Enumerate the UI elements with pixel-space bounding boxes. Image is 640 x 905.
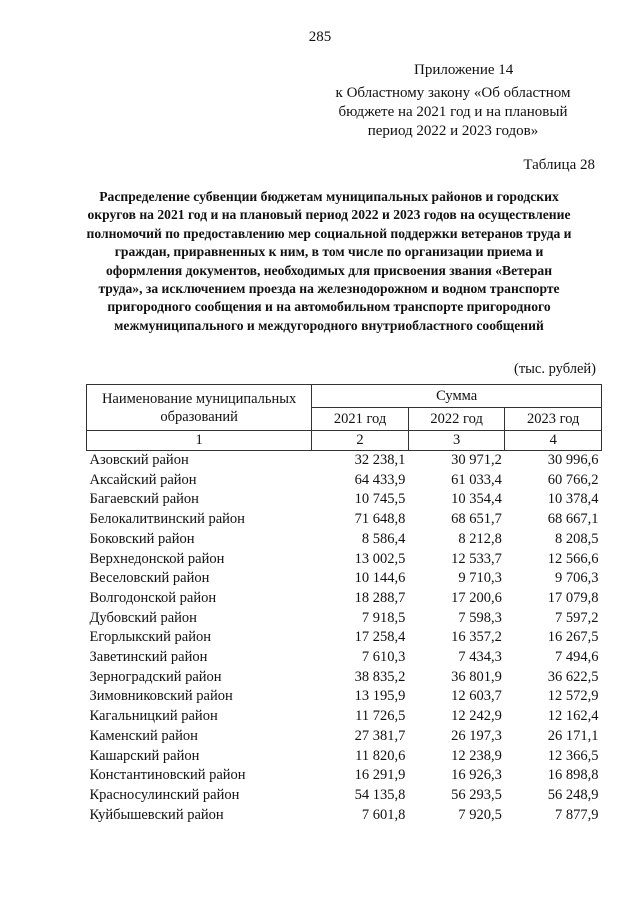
- row-value-2022: 12 242,9: [451, 708, 502, 725]
- row-value-2022: 17 200,6: [451, 589, 502, 606]
- row-name: Егорлыкский район: [89, 629, 211, 646]
- table-row: [87, 727, 602, 747]
- row-value-2023: 16 267,5: [547, 629, 599, 646]
- row-value-2021: 17 258,4: [354, 629, 406, 646]
- row-value-2023: 16 898,8: [547, 767, 599, 784]
- col-header-name: Наименование муниципальных образований: [87, 385, 312, 431]
- table-row: [87, 668, 602, 688]
- row-value-2022: 16 926,3: [451, 767, 502, 784]
- row-value-2022: 16 357,2: [451, 629, 502, 646]
- row-value-2022: 26 197,3: [451, 727, 502, 744]
- row-name: Зимовниковский район: [89, 688, 233, 705]
- row-value-2022: 12 603,7: [451, 688, 502, 705]
- table-row: [87, 609, 602, 629]
- row-name: Кашарский район: [89, 747, 200, 764]
- row-value-2023: 30 996,6: [547, 452, 599, 468]
- row-value-2023: 7 494,6: [555, 649, 599, 666]
- row-value-2021: 10 144,6: [354, 570, 406, 587]
- law-reference: к Областному закону «Об областном бюджете на 2021 год и на плановый период 2022 и 2023 годов»: [335, 85, 571, 139]
- row-value-2023: 60 766,2: [547, 471, 599, 488]
- row-value-2022: 12 238,9: [451, 747, 502, 764]
- row-name: Белокалитвинский район: [89, 511, 245, 528]
- row-value-2021: 16 291,9: [354, 767, 406, 784]
- units-label: (тыс. рублей): [514, 361, 596, 377]
- col-number-4: 4: [505, 431, 602, 451]
- row-name: Кагальницкий район: [89, 708, 218, 725]
- table-row: [87, 648, 602, 668]
- appendix-label: Приложение 14: [414, 62, 514, 78]
- row-value-2022: 9 710,3: [458, 570, 502, 587]
- row-value-2021: 11 726,5: [355, 708, 406, 725]
- row-value-2023: 12 572,9: [547, 688, 599, 705]
- row-value-2023: 12 366,5: [547, 747, 599, 764]
- row-value-2021: 7 601,8: [361, 806, 406, 823]
- table-row: [87, 707, 602, 727]
- table-row: [87, 589, 602, 609]
- table-row: [87, 530, 602, 550]
- row-value-2023: 68 667,1: [547, 511, 599, 528]
- row-value-2022: 12 533,7: [451, 550, 502, 567]
- table-body: [87, 451, 602, 826]
- row-value-2023: 8 208,5: [555, 530, 599, 547]
- table-row: [87, 471, 602, 491]
- row-value-2021: 32 238,1: [354, 452, 406, 468]
- row-value-2023: 12 162,4: [547, 708, 599, 725]
- row-value-2023: 10 378,4: [547, 491, 599, 508]
- row-value-2023: 56 248,9: [547, 786, 599, 803]
- col-number-3: 3: [408, 431, 505, 451]
- table-header: [87, 385, 602, 451]
- col-header-2021: 2021 год: [312, 408, 409, 431]
- row-name: Боковский район: [89, 530, 195, 547]
- row-name: Константиновский район: [89, 767, 246, 784]
- row-value-2022: 8 212,8: [458, 530, 502, 547]
- row-name: Волгодонской район: [89, 589, 217, 606]
- table-row: [87, 510, 602, 530]
- table-row: [87, 786, 602, 806]
- row-value-2022: 7 920,5: [458, 806, 502, 823]
- row-value-2023: 7 597,2: [555, 609, 599, 626]
- row-value-2021: 18 288,7: [354, 589, 406, 606]
- row-name: Заветинский район: [89, 649, 208, 666]
- table-row: [87, 687, 602, 707]
- row-value-2022: 61 033,4: [451, 471, 502, 488]
- row-value-2023: 36 622,5: [547, 668, 599, 685]
- row-value-2023: 7 877,9: [555, 806, 599, 823]
- table-row: [87, 490, 602, 510]
- row-name: Аксайский район: [89, 471, 197, 488]
- page-number: 285: [308, 29, 332, 45]
- table-row: [87, 747, 602, 767]
- document-title: Распределение субвенции бюджетам муниципальных районов и городских округов на 2021 год и на плановый период 2022 и 2023 годов на осуществление полномочий по предоставлению мер социальной поддержки ветеранов труда и граждан, приравненных к ним, в том числе по организации приема и оформления документов, необходимых для присвоения звания «Ветеран труда», за исключением проезда на железнодорожном и водном транспорте пригородного сообщения и на автомобильном транспорте пригородного межмуниципального и междугородного внутриобластного сообщений: [86, 189, 572, 333]
- row-value-2022: 10 354,4: [451, 491, 502, 508]
- row-value-2023: 12 566,6: [547, 550, 599, 567]
- row-value-2021: 71 648,8: [354, 511, 406, 528]
- col-header-sum: Сумма: [312, 385, 602, 408]
- row-value-2021: 27 381,7: [354, 727, 406, 744]
- row-value-2022: 36 801,9: [451, 668, 502, 685]
- col-header-2022: 2022 год: [408, 408, 505, 431]
- col-number-2: 2: [312, 431, 409, 451]
- table-row: [87, 766, 602, 786]
- row-value-2023: 9 706,3: [555, 570, 599, 587]
- table-row: [87, 451, 602, 471]
- row-value-2021: 38 835,2: [354, 668, 406, 685]
- row-value-2021: 7 610,3: [361, 649, 406, 666]
- row-name: Зерноградский район: [89, 668, 222, 685]
- table-row: [87, 569, 602, 589]
- row-value-2021: 54 135,8: [354, 786, 406, 803]
- row-value-2022: 68 651,7: [451, 511, 502, 528]
- row-value-2021: 13 195,9: [354, 688, 406, 705]
- row-value-2023: 17 079,8: [547, 589, 599, 606]
- row-value-2021: 8 586,4: [361, 530, 406, 547]
- row-name: Багаевский район: [89, 491, 199, 508]
- col-number-1: 1: [87, 431, 312, 451]
- table-row: [87, 806, 602, 826]
- row-value-2022: 56 293,5: [451, 786, 502, 803]
- table-row: [87, 628, 602, 648]
- row-value-2021: 13 002,5: [354, 550, 406, 567]
- row-value-2022: 7 434,3: [458, 649, 502, 666]
- row-value-2021: 10 745,5: [354, 491, 406, 508]
- row-value-2022: 30 971,2: [451, 452, 502, 468]
- col-header-2023: 2023 год: [505, 408, 602, 431]
- row-name: Красносулинский район: [89, 786, 240, 803]
- row-name: Веселовский район: [89, 570, 210, 587]
- row-value-2022: 7 598,3: [458, 609, 502, 626]
- row-value-2021: 7 918,5: [361, 609, 406, 626]
- row-name: Азовский район: [89, 452, 189, 468]
- row-name: Дубовский район: [89, 609, 197, 626]
- subsidy-table: [86, 384, 602, 825]
- row-value-2021: 64 433,9: [354, 471, 406, 488]
- row-name: Каменский район: [89, 727, 198, 744]
- table-row: [87, 550, 602, 570]
- row-value-2023: 26 171,1: [547, 727, 599, 744]
- row-name: Куйбышевский район: [89, 806, 224, 823]
- row-value-2021: 11 820,6: [355, 747, 406, 764]
- row-name: Верхнедонской район: [89, 550, 225, 567]
- table-number: Таблица 28: [523, 157, 595, 173]
